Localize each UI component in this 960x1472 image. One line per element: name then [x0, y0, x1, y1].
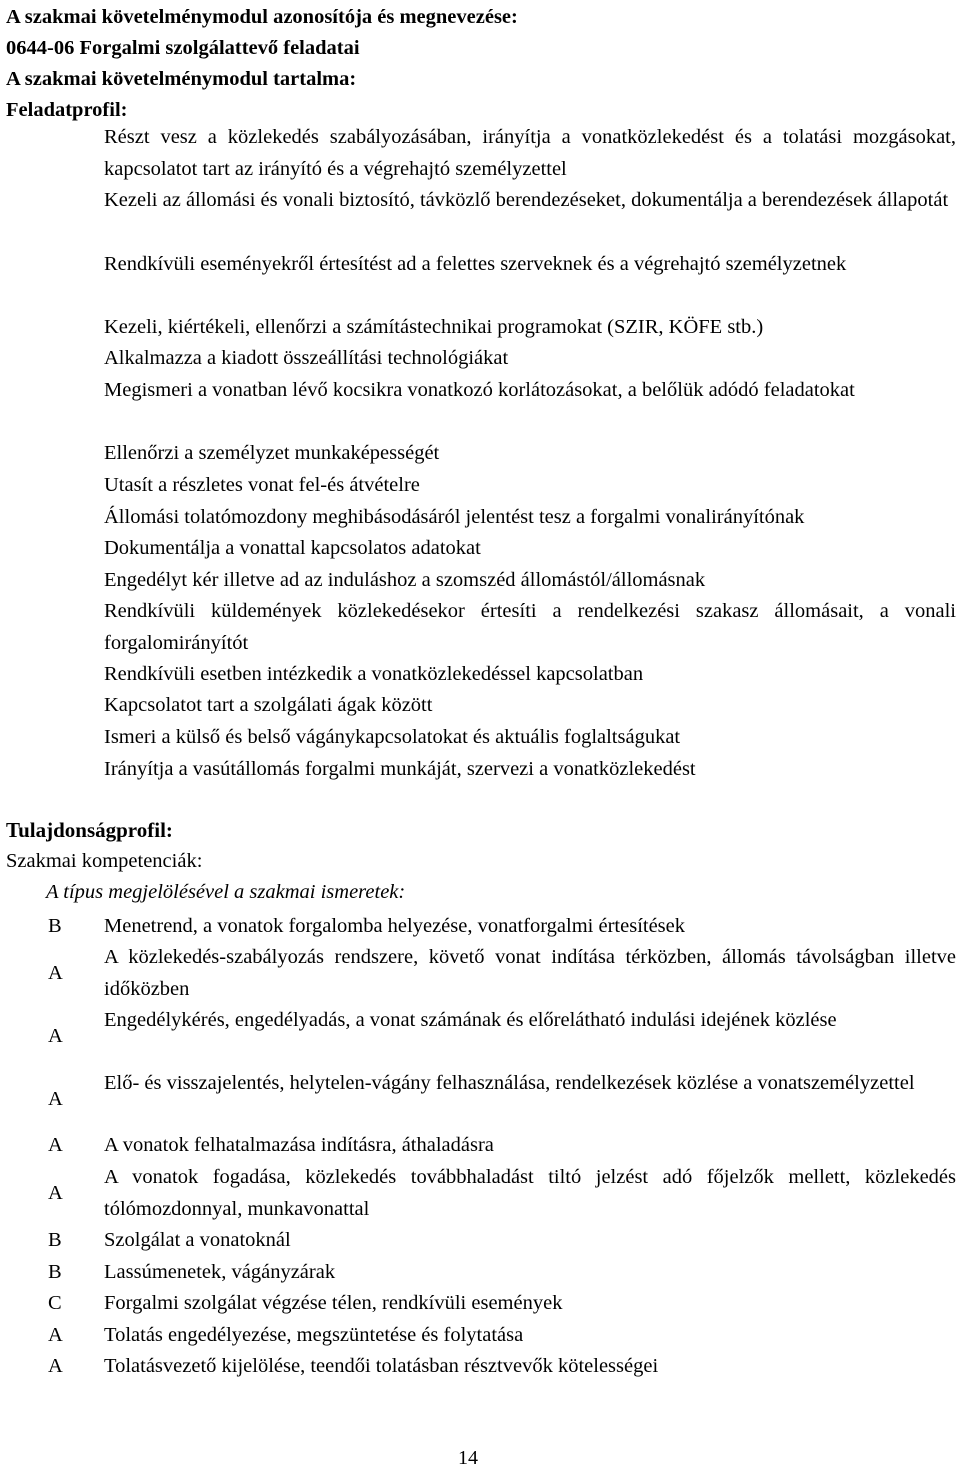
knowledge-text: A közlekedés-szabályozás rendszere, követő vonat indítása térközben, állomás távolságban illetve időközben: [104, 946, 956, 1000]
knowledge-text: Lassúmenetek, vágányzárak: [104, 1261, 336, 1283]
level-letter: B: [48, 1229, 62, 1251]
list-item: [0, 1162, 960, 1225]
task-item: Rendkívüli eseményekről értesítést ad a felettes szerveknek és a végrehajtó személyzetnek: [104, 253, 847, 275]
knowledge-text: A vonatok felhatalmazása indításra, áthaladásra: [104, 1134, 494, 1156]
list-item: [0, 911, 960, 942]
list-item: [0, 1351, 960, 1382]
knowledge-text: A vonatok fogadása, közlekedés továbbhaladást tiltó jelzést adó főjelzők mellett, közlekedés tólómozdonnyal, munkavonattal: [104, 1166, 956, 1220]
module-id-label: A szakmai követelménymodul azonosítója és megnevezése:: [6, 6, 518, 28]
page-number-text: 14: [458, 1447, 478, 1469]
level-letter: B: [48, 1261, 62, 1283]
task-item: Ellenőrzi a személyzet munkaképességét: [104, 442, 440, 464]
competencies-subtitle: Szakmai kompetenciák:: [6, 850, 203, 872]
knowledge-text: Menetrend, a vonatok forgalomba helyezése, vonatforgalmi értesítések: [104, 915, 686, 937]
task-item: Megismeri a vonatban lévő kocsikra vonatkozó korlátozásokat, a belőlük adódó feladatokat: [104, 379, 855, 401]
task-item: Kapcsolatot tart a szolgálati ágak között: [104, 694, 433, 716]
level-letter: A: [48, 1182, 63, 1204]
list-item: [0, 1257, 960, 1288]
module-content-label: A szakmai követelménymodul tartalma:: [6, 68, 357, 90]
task-item: Állomási tolatómozdony meghibásodásáról jelentést tesz a forgalmi vonalirányítónak: [104, 506, 805, 528]
knowledge-text: Szolgálat a vonatoknál: [104, 1229, 291, 1251]
list-item: [0, 942, 960, 1005]
level-letter: C: [48, 1292, 62, 1314]
knowledge-type-label: A típus megjelölésével a szakmai ismeretek:: [46, 881, 406, 903]
knowledge-text: Elő- és visszajelentés, helytelen-vágány felhasználása, rendelkezések közlése a vonatszemélyzettel: [104, 1072, 915, 1094]
page-number: [0, 1447, 936, 1470]
task-item: Irányítja a vasútállomás forgalmi munkáját, szervezi a vonatközlekedést: [104, 758, 696, 780]
list-item: [0, 1005, 960, 1068]
knowledge-text: Tolatásvezető kijelölése, teendői tolatásban résztvevők kötelességei: [104, 1355, 659, 1377]
task-item: Dokumentálja a vonattal kapcsolatos adatokat: [104, 537, 481, 559]
knowledge-text: Tolatás engedélyezése, megszüntetése és folytatása: [104, 1324, 524, 1346]
task-item: Részt vesz a közlekedés szabályozásában, irányítja a vonatközlekedést és a tolatási mozgásokat, kapcsolatot tart az irányító és a végrehajtó személyzettel: [104, 126, 956, 180]
list-item: [0, 1320, 960, 1351]
list-item: [0, 1225, 960, 1256]
task-item: Utasít a részletes vonat fel-és átvételre: [104, 474, 420, 496]
list-item: [0, 1130, 960, 1161]
task-item: Rendkívüli esetben intézkedik a vonatközlekedéssel kapcsolatban: [104, 663, 644, 685]
list-item: [0, 1288, 960, 1319]
level-letter: A: [48, 962, 63, 984]
task-item: Ismeri a külső és belső vágánykapcsolatokat és aktuális foglaltságukat: [104, 726, 681, 748]
level-letter: B: [48, 915, 62, 937]
level-letter: A: [48, 1088, 63, 1110]
level-letter: A: [48, 1134, 63, 1156]
knowledge-text: Forgalmi szolgálat végzése télen, rendkívüli események: [104, 1292, 563, 1314]
level-letter: A: [48, 1025, 63, 1047]
module-code-title: 0644-06 Forgalmi szolgálattevő feladatai: [6, 37, 360, 59]
level-letter: A: [48, 1355, 63, 1377]
knowledge-text: Engedélykérés, engedélyadás, a vonat számának és előrelátható indulási idejének közlése: [104, 1009, 837, 1031]
task-item: Engedélyt kér illetve ad az induláshoz a szomszéd állomástól/állomásnak: [104, 569, 706, 591]
list-item: [0, 1068, 960, 1131]
task-item: Kezeli, kiértékeli, ellenőrzi a számítástechnikai programokat (SZIR, KÖFE stb.): [104, 316, 764, 338]
task-item: Alkalmazza a kiadott összeállítási technológiákat: [104, 347, 509, 369]
task-profile-heading: Feladatprofil:: [6, 99, 128, 121]
property-profile-heading: Tulajdonságprofil:: [6, 818, 173, 842]
task-item: Kezeli az állomási és vonali biztosító, távközlő berendezéseket, dokumentálja a berendezések állapotát: [104, 189, 949, 211]
level-letter: A: [48, 1324, 63, 1346]
task-item: Rendkívüli küldemények közlekedésekor értesíti a rendelkezési szakasz állomásait, a vonali forgalomirányítót: [104, 600, 956, 654]
